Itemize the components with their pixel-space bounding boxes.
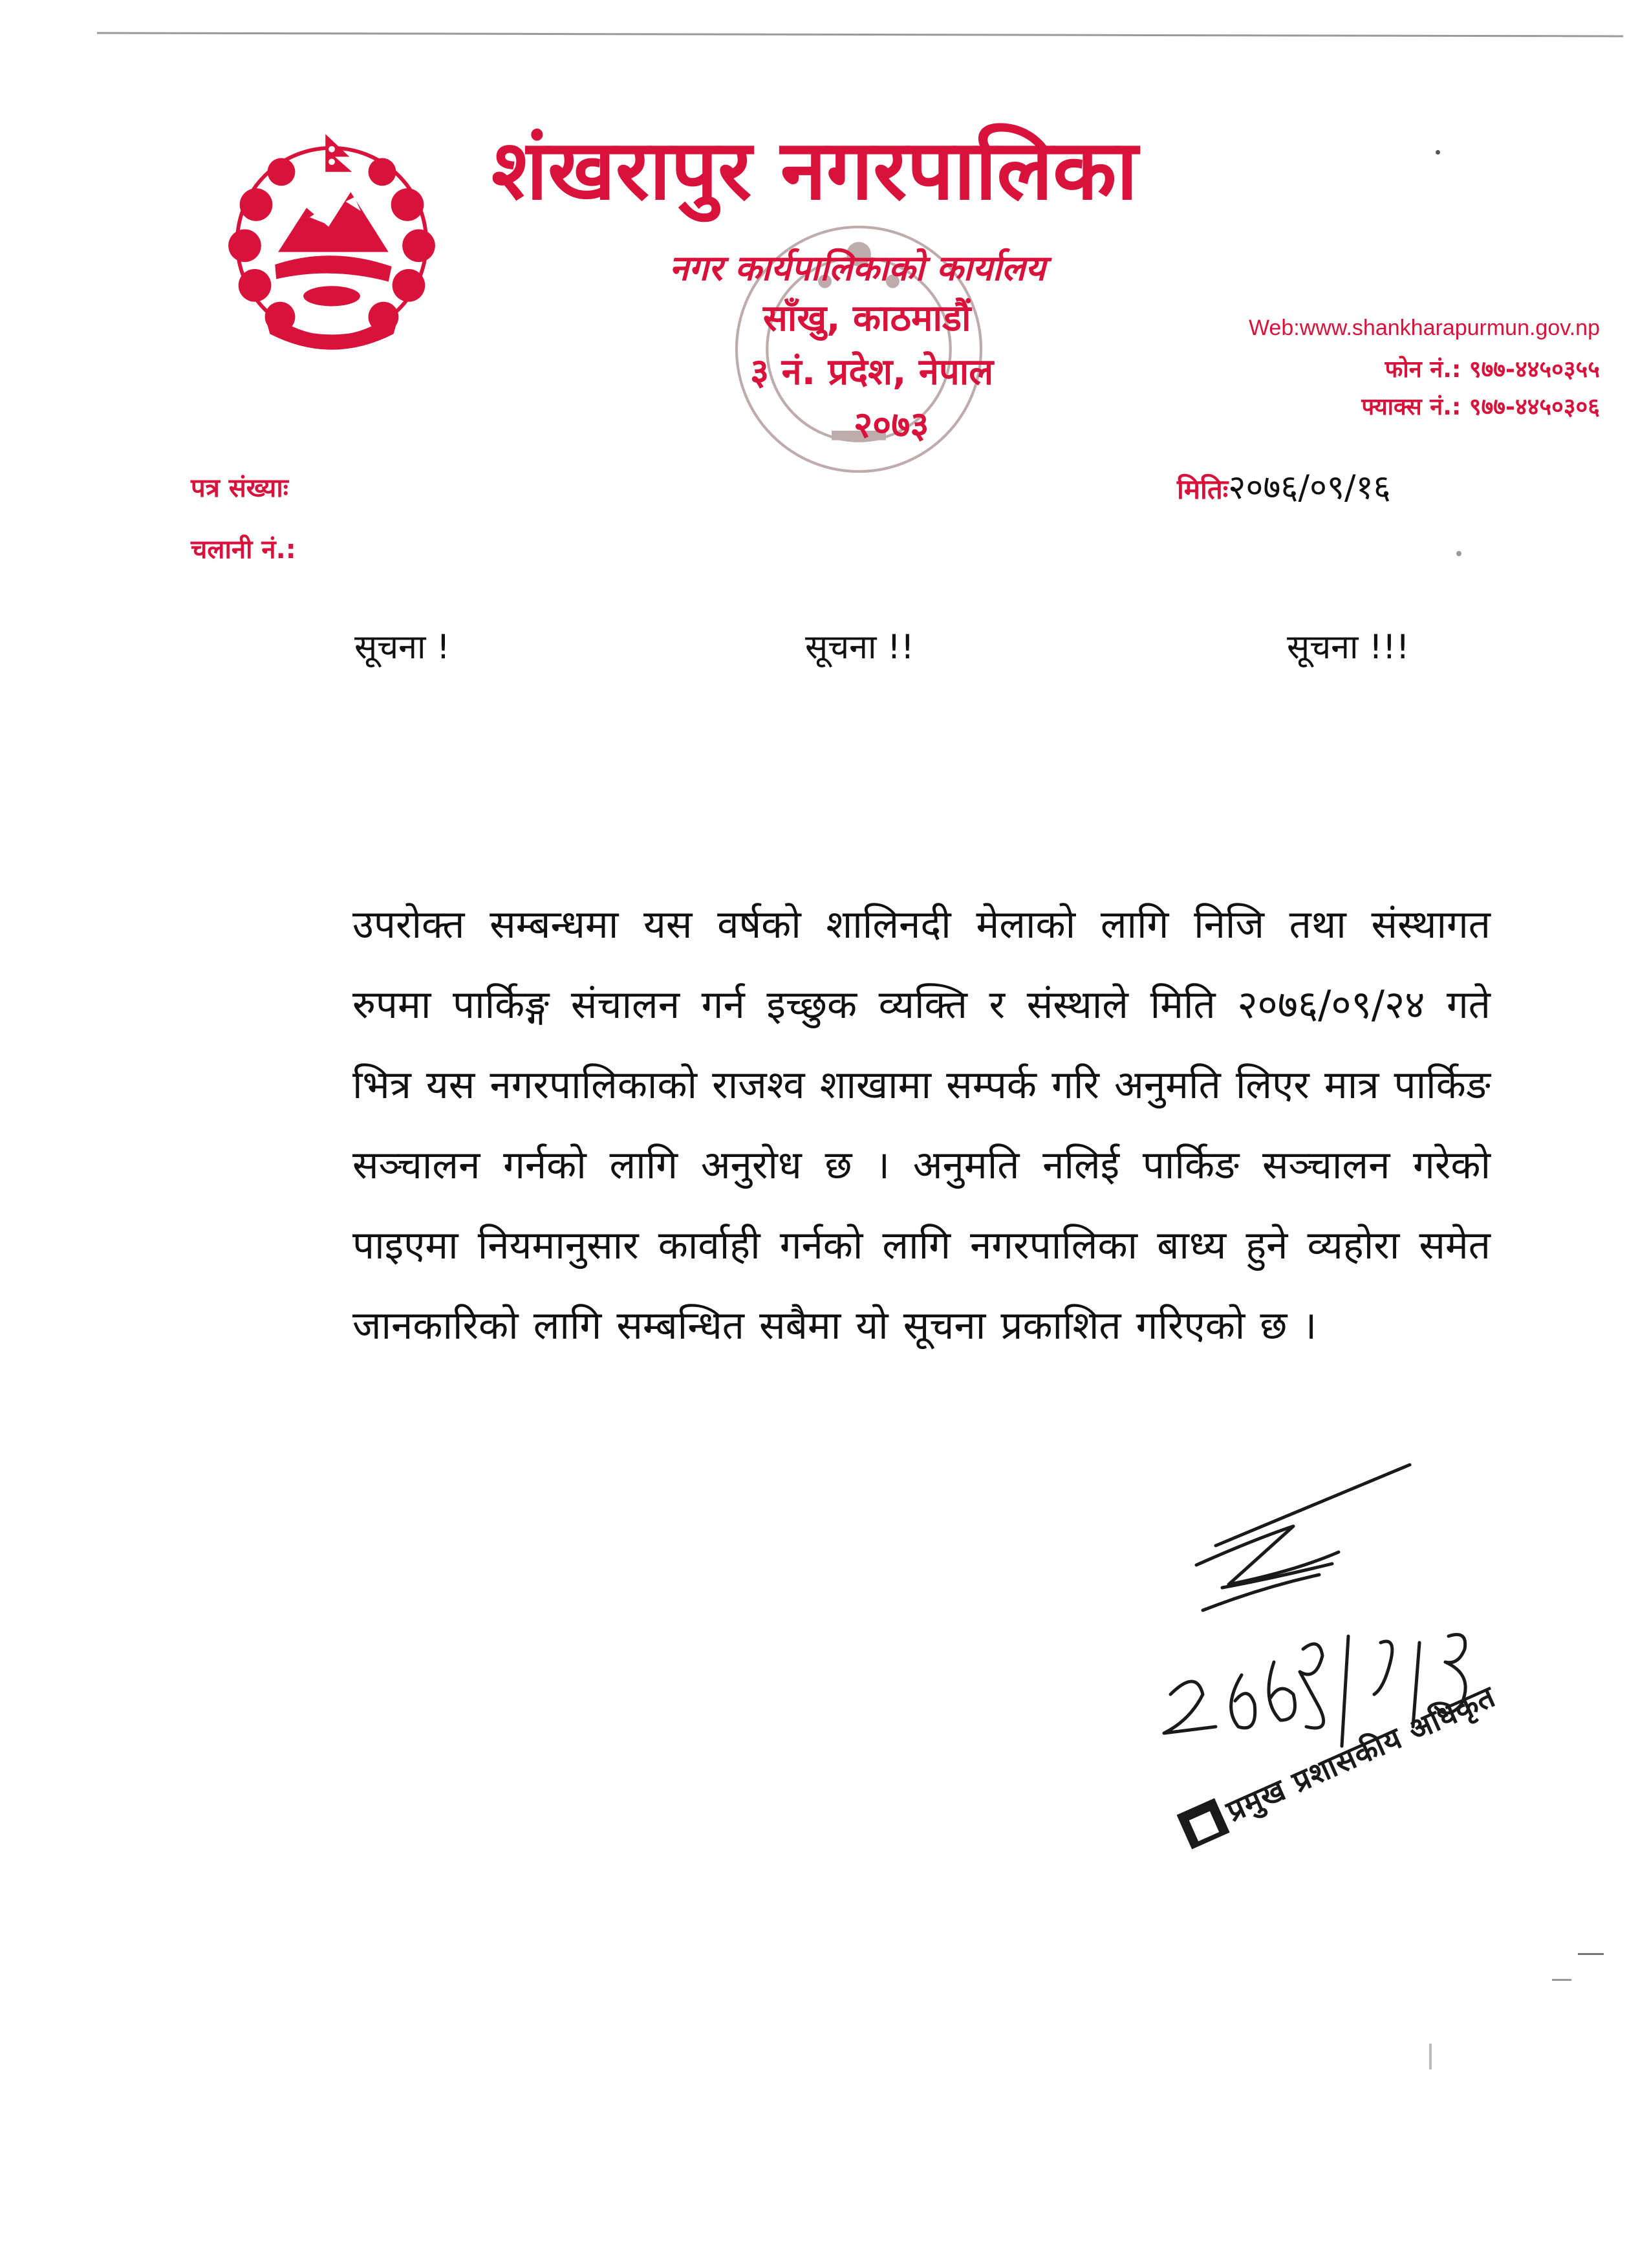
notice-body: उपरोक्त सम्बन्धमा यस वर्षको शालिनदी मेलाको लागि निजि तथा संस्थागत रुपमा पार्किङ्ग संचालन गर्न इच्छुक व्यक्ति र संस्थाले मिति २०७६/०९/२४ गते भित्र यस नगरपालिकाको राजश्व शाखामा सम्पर्क गरि अनुमति लिएर मात्र पार्किङ सञ्चालन गर्नको लागि अनुरोध छ । अनुमति नलिई पार्किङ सञ्चालन गरेको पाइएमा नियमानुसार कार्वाही गर्नको लागि नगरपालिका बाध्य हुने व्यहोरा समेत जानकारिको लागि सम्बन्धित सबैमा यो सूचना प्रकाशित गरिएको छ । [352,902,1491,1348]
scan-speck [1578,1953,1604,1955]
dispatch-number-label: चलानी नं.: [191,535,296,565]
office-state: ३ नं. प्रदेश, नेपाल [750,351,994,393]
office-place: साँखु, काठमाडौं [763,297,971,340]
nepal-emblem-icon [206,116,458,369]
handwritten-signature [1125,1449,1526,1785]
stamp-title: प्रमुख प्रशासकीय अधिकृत [1221,1678,1501,1829]
notice-heading-1: सूचना ! [354,628,450,667]
date-value: २०७६/०९/१६ [1228,468,1391,507]
letter-number-label: पत्र संख्याः [191,473,288,503]
stamp-box-icon: ■ [1177,1798,1230,1849]
date-block [1177,468,1391,507]
notice-heading-2: सूचना !! [805,628,914,667]
top-rule [97,32,1623,38]
scan-speck [1552,1979,1571,1981]
notice-heading-3: सूचना !!! [1287,628,1410,667]
municipality-title: शंखरापुर नगरपालिका [491,122,1138,219]
phone-number: फोन नं.: ९७७-४४५०३५५ [1385,356,1600,383]
scan-speck [1436,150,1440,155]
established-year: २०७३ [854,404,929,446]
scan-speck [1456,551,1461,556]
fax-number: फ्याक्स नं.: ९७७-४४५०३०६ [1361,394,1600,420]
date-label: मितिः [1177,473,1229,505]
website-link[interactable]: Web:www.shankharapurmun.gov.np [1248,316,1600,340]
office-name: नगर कार्यपालिकाको कार्यालय [669,248,1046,288]
scan-speck [1429,2044,1432,2069]
